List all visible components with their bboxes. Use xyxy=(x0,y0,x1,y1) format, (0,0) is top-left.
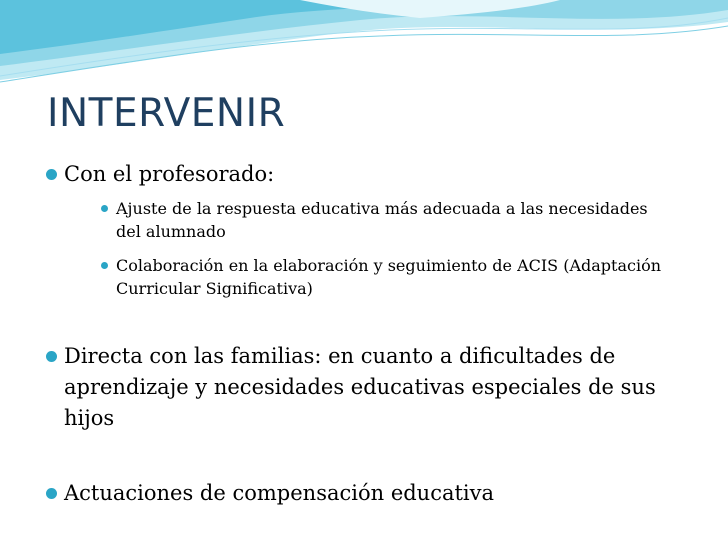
sub-bullet-text: Ajuste de la respuesta educativa más adecuada a las necesidades del alumnado xyxy=(116,199,648,241)
bullet-compensacion xyxy=(64,478,704,509)
bullet-profesorado xyxy=(64,159,704,190)
sub-bullet-icon xyxy=(101,262,108,269)
header-wave-decoration xyxy=(0,0,728,90)
sub-bullet-icon xyxy=(101,205,108,212)
slide-title: INTERVENIR xyxy=(47,91,286,136)
bullet-text: Directa con las familias: en cuanto a dificultades de aprendizaje y necesidades educativas especiales de sus hijos xyxy=(64,344,656,430)
sub-bullet-colaboracion xyxy=(116,254,676,300)
bullet-familias xyxy=(64,341,704,434)
sub-bullet-text: Colaboración en la elaboración y seguimiento de ACIS (Adaptación Curricular Significativa) xyxy=(116,256,662,298)
bullet-text: Con el profesorado: xyxy=(64,162,275,186)
bullet-icon xyxy=(46,488,57,499)
bullet-icon xyxy=(46,351,57,362)
sub-bullet-ajuste xyxy=(116,197,676,243)
bullet-text: Actuaciones de compensación educativa xyxy=(64,481,495,505)
bullet-icon xyxy=(46,169,57,180)
